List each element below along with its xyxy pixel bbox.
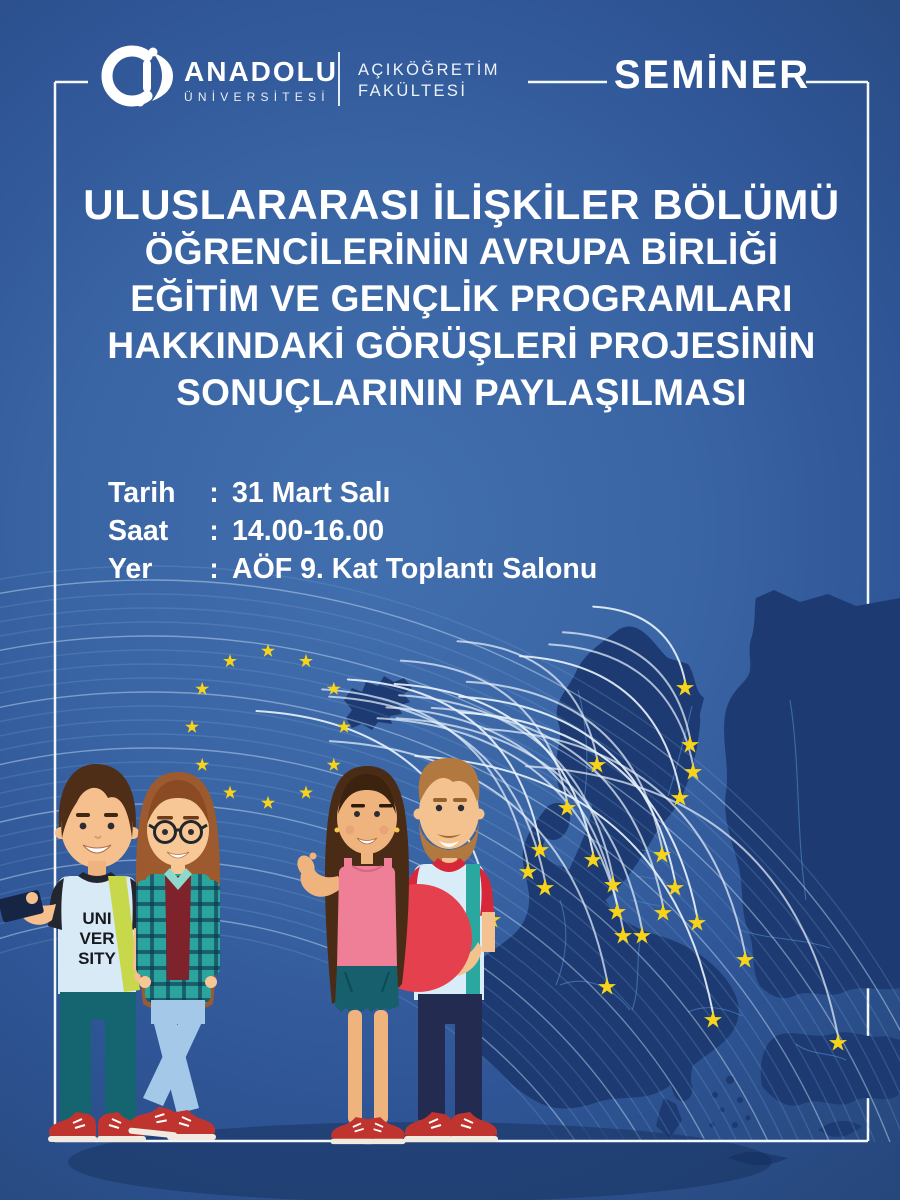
faculty-line1: AÇIKÖĞRETİM [358, 61, 500, 79]
title-line1: ULUSLARARASI İLİŞKİLER BÖLÜMÜ [83, 181, 840, 228]
event-details [108, 474, 597, 588]
sardinia-island [544, 1063, 562, 1107]
detail-value: AÖF 9. Kat Toplantı Salonu [232, 552, 598, 585]
title-line4: HAKKINDAKİ GÖRÜŞLERİ PROJESİNİN [107, 325, 816, 366]
detail-separator: : [209, 476, 219, 509]
university-subtitle: ÜNİVERSİTESİ [184, 90, 330, 104]
detail-row-place [108, 550, 597, 588]
eu-stars-circle [185, 644, 351, 809]
detail-label: Tarih [108, 476, 176, 509]
students-illustration [0, 758, 498, 1144]
faculty-block [358, 60, 500, 103]
student-male-tablet [0, 764, 147, 1142]
tshirt-text-line1: UNI [82, 909, 112, 928]
title-line2: ÖĞRENCİLERİNİN AVRUPA BİRLİĞİ [144, 231, 779, 272]
event-title [55, 181, 868, 416]
university-block [184, 58, 338, 103]
detail-separator: : [209, 514, 219, 547]
university-name: ANADOLU [184, 56, 338, 87]
detail-label: Yer [108, 552, 153, 585]
title-line3: EĞİTİM VE GENÇLİK PROGRAMLARI [130, 278, 793, 319]
cyprus-island [818, 1121, 862, 1137]
detail-row-time [108, 512, 597, 550]
student-female-glasses [128, 772, 220, 1140]
title-line5: SONUÇLARININ PAYLAŞILMASI [176, 372, 747, 413]
detail-value: 14.00-16.00 [232, 514, 385, 547]
header-divider [338, 52, 340, 106]
faculty-line2: FAKÜLTESİ [358, 82, 468, 101]
detail-label: Saat [108, 514, 169, 547]
student-female-waving [294, 766, 409, 1144]
anadolu-logo-icon [95, 44, 177, 114]
inner-top [165, 876, 191, 980]
tshirt-text-line3: SITY [78, 949, 116, 968]
seminar-badge: SEMİNER [613, 53, 811, 97]
detail-row-date [108, 474, 597, 512]
detail-separator: : [209, 552, 219, 585]
detail-value: 31 Mart Salı [232, 476, 391, 509]
tshirt-text-line2: VER [79, 929, 115, 948]
